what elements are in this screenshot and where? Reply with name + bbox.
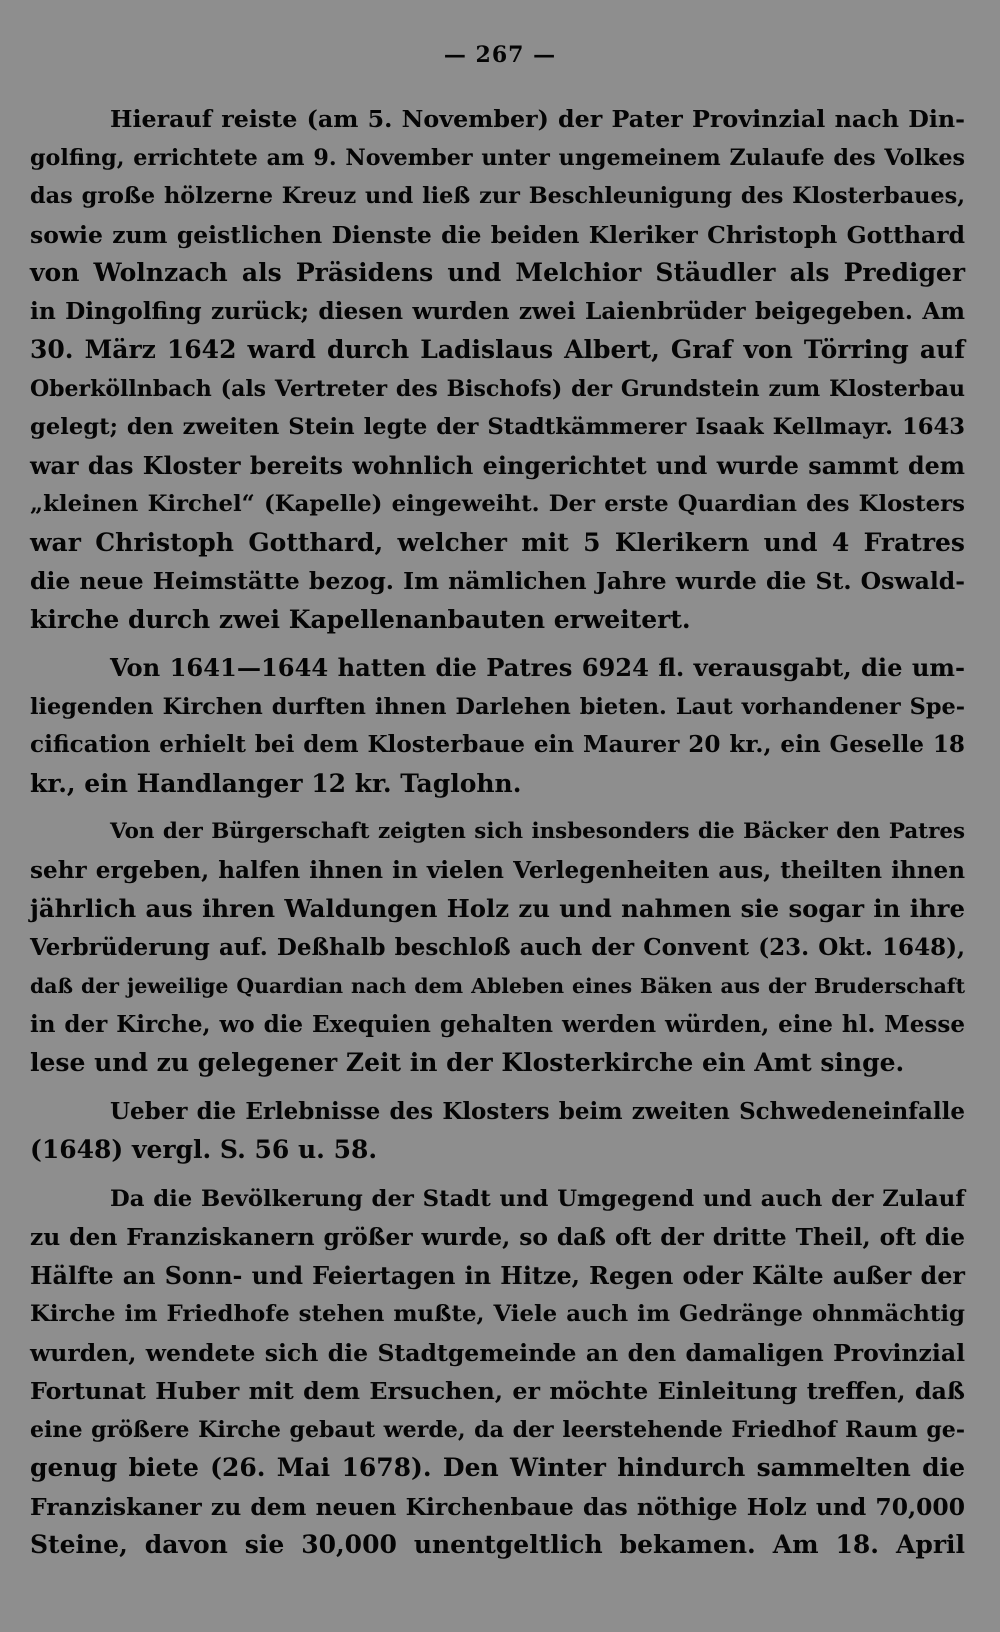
- text-line: lese und zu gelegener Zeit in der Klosterkirche ein Amt singe.: [30, 1048, 905, 1077]
- text-line: Von der Bürgerschaft zeigten sich insbesonders die Bäcker den Patres: [110, 819, 965, 844]
- text-line: (1648) vergl. S. 56 u. 58.: [30, 1135, 378, 1164]
- text-line: Fortunat Huber mit dem Ersuchen, er möchte Einleitung treffen, daß: [30, 1377, 965, 1405]
- body-text: [30, 100, 965, 1565]
- text-line: in der Kirche, wo die Exequien gehalten werden würden, eine hl. Messe: [30, 1010, 965, 1038]
- text-line: Steine, davon sie 30,000 unentgeltlich bekamen. Am 18. April: [30, 1530, 965, 1559]
- text-line: Franziskaner zu dem neuen Kirchenbaue das nöthige Holz und 70,000: [30, 1492, 965, 1521]
- text-line: war das Kloster bereits wohnlich eingerichtet und wurde sammt dem: [30, 451, 965, 480]
- text-line: kirche durch zwei Kapellenanbauten erweitert.: [30, 604, 691, 634]
- text-line: Von 1641—1644 hatten die Patres 6924 fl. verausgabt, die um-: [110, 653, 965, 682]
- text-line: kr., ein Handlanger 12 kr. Taglohn.: [30, 768, 522, 798]
- text-line: eine größere Kirche gebaut werde, da der leerstehende Friedhof Raum ge-: [30, 1416, 965, 1443]
- text-line: cification erhielt bei dem Klosterbaue ein Maurer 20 kr., ein Geselle 18: [30, 731, 965, 758]
- paragraph: [30, 649, 965, 803]
- text-line: 30. März 1642 ward durch Ladislaus Albert, Graf von Törring auf: [30, 335, 965, 364]
- text-line: Oberköllnbach (als Vertreter des Bischofs) der Grundstein zum Klosterbau: [30, 375, 965, 402]
- text-line: von Wolnzach als Präsidens und Melchior Stäudler als Prediger: [30, 258, 965, 287]
- text-line: jährlich aus ihren Waldungen Holz zu und nahmen sie sogar in ihre: [30, 894, 965, 923]
- text-line: Ueber die Erlebnisse des Klosters beim zweiten Schwedeneinfalle: [110, 1097, 965, 1125]
- paragraph: [30, 1180, 965, 1565]
- page-number: — 267 —: [443, 42, 557, 68]
- text-line: genug biete (26. Mai 1678). Den Winter hindurch sammelten die: [30, 1453, 965, 1482]
- paragraph: [30, 813, 965, 1083]
- text-line: golfing, errichtete am 9. November unter ungemeinem Zulaufe des Volkes: [30, 144, 965, 171]
- text-line: war Christoph Gotthard, welcher mit 5 Klerikern und 4 Fratres: [30, 527, 965, 557]
- text-line: zu den Franziskanern größer wurde, so daß oft der dritte Theil, oft die: [30, 1223, 965, 1251]
- text-line: in Dingolfing zurück; diesen wurden zwei Laienbrüder beigegeben. Am: [30, 297, 965, 325]
- paragraph: [30, 1093, 965, 1170]
- text-line: sowie zum geistlichen Dienste die beiden Kleriker Christoph Gotthard: [30, 220, 965, 249]
- text-line: „kleinen Kirchel“ (Kapelle) eingeweiht. Der erste Quardian des Klosters: [30, 491, 965, 517]
- text-line: Kirche im Friedhofe stehen mußte, Viele auch im Gedränge ohnmächtig: [30, 1301, 965, 1327]
- text-line: wurden, wendete sich die Stadtgemeinde an den damaligen Provinzial: [30, 1338, 965, 1367]
- text-line: Da die Bevölkerung der Stadt und Umgegend und auch der Zulauf: [110, 1185, 965, 1212]
- text-line: die neue Heimstätte bezog. Im nämlichen Jahre wurde die St. Oswald-: [30, 567, 965, 595]
- text-line: daß der jeweilige Quardian nach dem Ableben eines Bäken aus der Bruderschaft: [30, 974, 965, 998]
- text-line: Hälfte an Sonn- und Feiertagen in Hitze, Regen oder Kälte außer der: [30, 1261, 965, 1290]
- text-line: Verbrüderung auf. Deßhalb beschloß auch der Convent (23. Okt. 1648),: [30, 933, 965, 961]
- text-line: Hierauf reiste (am 5. November) der Pater Provinzial nach Din-: [110, 105, 965, 133]
- text-line: sehr ergeben, halfen ihnen in vielen Verlegenheiten aus, theilten ihnen: [30, 856, 965, 884]
- text-line: das große hölzerne Kreuz und ließ zur Beschleunigung des Klosterbaues,: [30, 183, 965, 209]
- text-line: liegenden Kirchen durften ihnen Darlehen bieten. Laut vorhandener Spe-: [30, 693, 965, 720]
- text-line: gelegt; den zweiten Stein legte der Stadtkämmerer Isaak Kellmayr. 1643: [30, 414, 965, 440]
- paragraph: [30, 100, 965, 639]
